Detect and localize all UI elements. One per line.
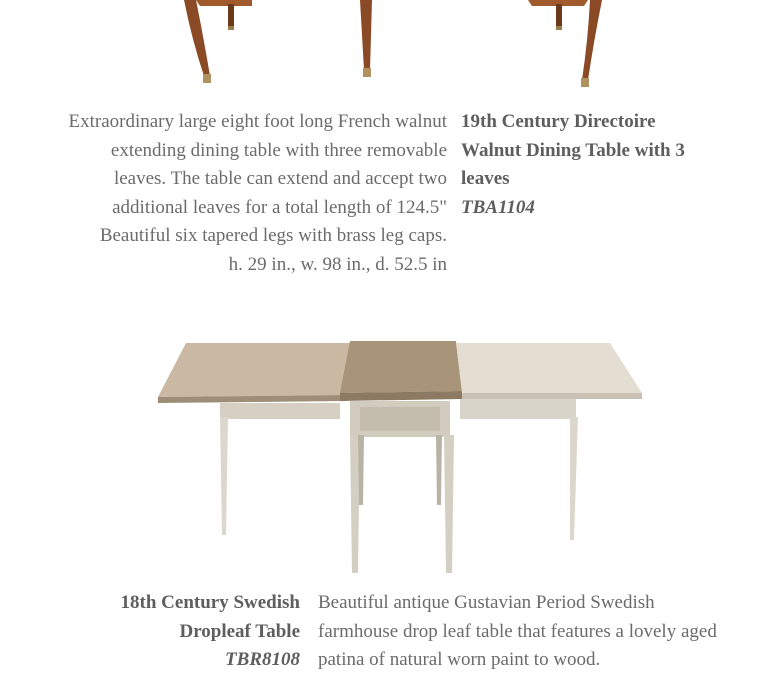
item-title-link[interactable]: 19th Century Directoire Walnut Dining Table with 3 leaves: [461, 111, 685, 189]
walnut-table-legs: [170, 0, 610, 95]
item-heading: [461, 108, 711, 222]
item-title-link[interactable]: 18th Century Swedish Dropleaf Table: [120, 592, 300, 642]
item-sku: TBR8108: [225, 649, 300, 670]
description-text: Extraordinary large eight foot long French walnut extending dining table with three removable leaves. The table can extend and accept two additional leaves for a total length of 124.5" Beautiful six tapered legs with brass leg caps.: [68, 111, 447, 246]
product-image-walnut-table[interactable]: [170, 0, 610, 95]
product-image-swedish-table[interactable]: [150, 335, 650, 580]
item-description: [318, 589, 718, 675]
item-heading: [90, 589, 300, 675]
description-text: Beautiful antique Gustavian Period Swedish farmhouse drop leaf table that features a lovely aged patina of natural worn paint to wood.: [318, 592, 717, 670]
item-description: [58, 108, 447, 279]
item-sku: TBA1104: [461, 196, 535, 218]
swedish-dropleaf-table: [150, 335, 650, 580]
dimensions-text: h. 29 in., w. 98 in., d. 52.5 in: [228, 253, 447, 275]
